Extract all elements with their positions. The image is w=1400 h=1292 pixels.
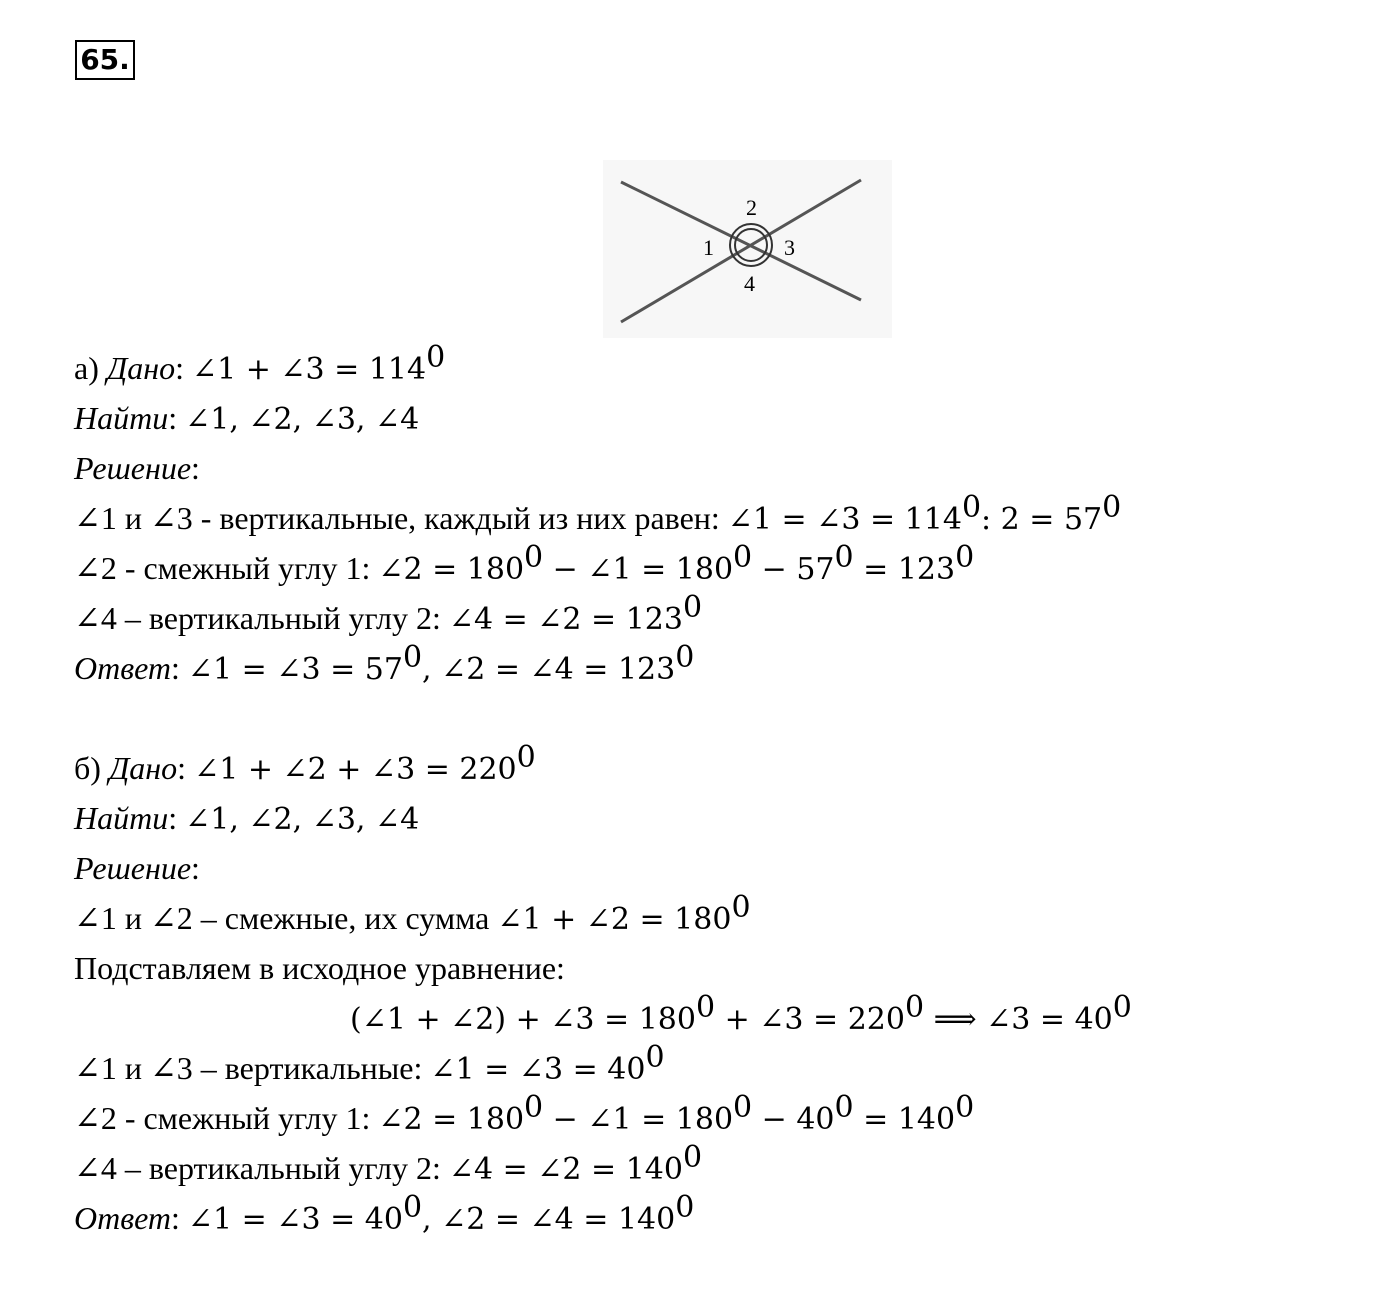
angle-label-2: 2 xyxy=(746,195,757,220)
part-a-given: а) Дано: ∠1 + ∠3 = $114^0$ xyxy=(74,340,446,387)
part-b-step-3: ∠1 и ∠3 – вертикальные: ∠1 = ∠3 = $40^0$ xyxy=(74,1040,665,1087)
part-a-find: Найти: ∠1, ∠2, ∠3, ∠4 xyxy=(74,400,420,437)
part-b-find: Найти: ∠1, ∠2, ∠3, ∠4 xyxy=(74,800,420,837)
problem-number: 65. xyxy=(75,40,135,80)
angles-figure xyxy=(603,160,892,338)
part-a-solution-heading: Решение: xyxy=(74,450,200,486)
part-a-step-2: ∠2 - смежный углу 1: ∠2 = $180^0$ − ∠1 = $180^0 - 57^0 = 123^0$ xyxy=(74,540,975,587)
part-b-given: б) Дано: ∠1 + ∠2 + ∠3 = $220^0$ xyxy=(74,740,536,787)
angle-label-3: 3 xyxy=(784,235,795,260)
intersecting-lines-diagram xyxy=(603,160,892,338)
part-b-step-5: ∠4 – вертикальный углу 2: ∠4 = ∠2 = $140^0$ xyxy=(74,1140,703,1187)
part-a-step-1: ∠1 и ∠3 - вертикальные, каждый из них равен: ∠1 = ∠3 = $114^0$: $2 = 57^0$ xyxy=(74,490,1122,537)
angle-label-4: 4 xyxy=(744,271,755,296)
part-b-equation: (∠1 + ∠2) + ∠3 = $180^0$ + ∠3 = $220^0$ ⟹ ∠3 = $40^0$ xyxy=(350,990,1132,1037)
part-b-solution-heading: Решение: xyxy=(74,850,200,886)
part-b-step-2: Подставляем в исходное уравнение: xyxy=(74,950,565,986)
part-a-step-3: ∠4 – вертикальный углу 2: ∠4 = ∠2 = $123^0$ xyxy=(74,590,703,637)
part-b-answer: Ответ: ∠1 = ∠3 = $40^0$, ∠2 = ∠4 = $140^0$ xyxy=(74,1190,695,1237)
angle-label-1: 1 xyxy=(703,235,714,260)
part-b-step-4: ∠2 - смежный углу 1: ∠2 = $180^0$ − ∠1 = $180^0 - 40^0 = 140^0$ xyxy=(74,1090,975,1137)
part-b-step-1: ∠1 и ∠2 – смежные, их сумма ∠1 + ∠2 = $180^0$ xyxy=(74,890,751,937)
part-a-answer: Ответ: ∠1 = ∠3 = $57^0$, ∠2 = ∠4 = $123^0$ xyxy=(74,640,695,687)
